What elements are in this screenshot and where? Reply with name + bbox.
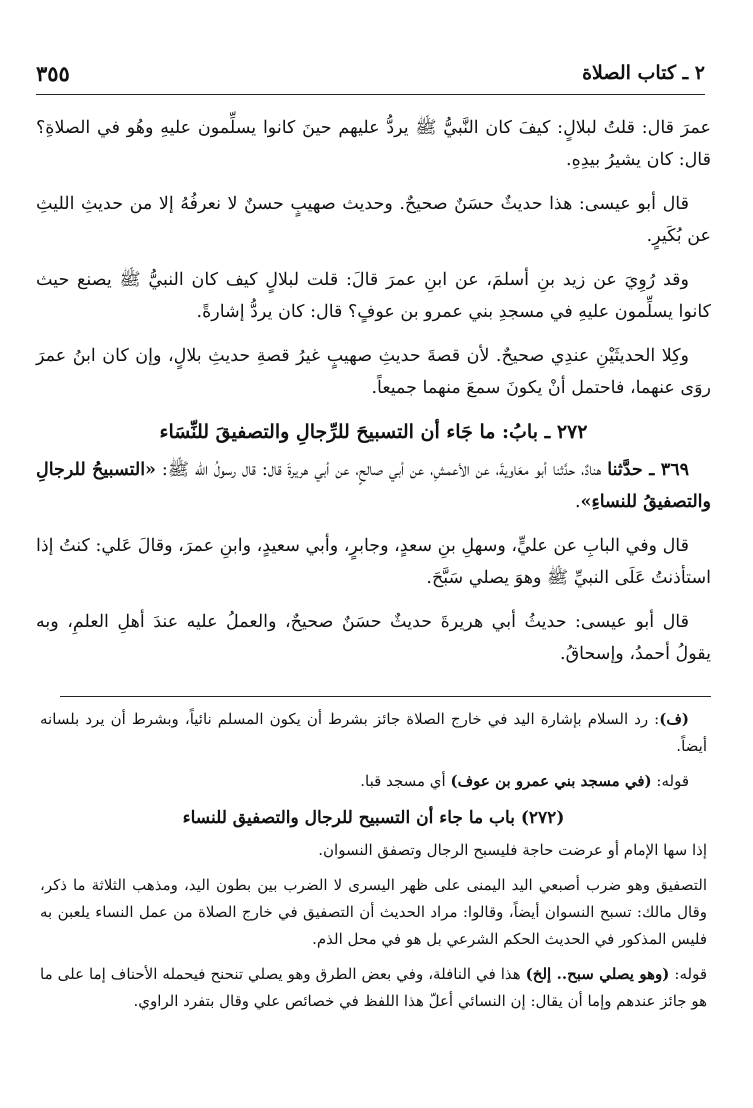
hadith-quote: «التسبيحُ للرجالِ والتصفيقُ للنساءِ» [36, 460, 711, 512]
hadith-number: ٣٦٩ ـ حدَّثنا [607, 460, 689, 480]
footnote-divider [60, 696, 711, 697]
footnote-2-text: أي مسجد قبا. [360, 772, 451, 790]
page-header [36, 58, 705, 95]
footnote-3: إذا سها الإمام أو عرضت حاجة فليسبح الرجال وتصفق النسوان. [318, 841, 707, 859]
paragraph-3: وقد رُوِيَ عن زيد بنِ أسلمَ، عن ابنِ عمرَ قالَ: قلت لبلالٍ كيف كان النبيُّ ﷺ يصنع حيث كانوا يسلِّمون عليهِ في مسجدِ بني عمرو بن عوفٍ؟ قال: كان يردُّ إشارةً. [36, 270, 711, 322]
footnotes [40, 706, 707, 1023]
footnote-2-bold: (في مسجد بني عمرو بن عوف) [450, 772, 652, 790]
chapter-title: ٢٧٢ ـ بابُ: ما جَاء أن التسبيحَ للرِّجالِ والتصفيقَ للنِّسَاء [159, 421, 588, 443]
paragraph-1: عمرَ قال: قلتُ لبلالٍ: كيفَ كان النَّبيُّ ﷺ يردُّ عليهم حينَ كانوا يسلِّمون عليهِ وهُو في الصلاةِ؟ قال: كان يشيرُ بيدِهِ. [36, 118, 711, 170]
footnote-1 [40, 706, 707, 760]
paragraph-2: قال أبو عيسى: هذا حديثٌ حسَنٌ صحيحٌ. وحديث صهيبٍ حسنٌ لا نعرفُهُ إلا من حديثِ الليثِ عن بُكَيرٍ. [36, 194, 711, 246]
footnote-5 [40, 961, 707, 1015]
hadith-text: هنادٌ، حدَّثنا أبو معَاويةَ، عن الأعمشِ، عن أبي صالحٍ، عن أبي هريرةَ قال: قال رسولُ الله ﷺ: [156, 460, 608, 480]
footnote-2 [40, 768, 707, 795]
page-number: ٣٥٥ [36, 60, 70, 86]
paragraph-6: قال أبو عيسى: حديثُ أبي هريرةَ حديثٌ حسَنٌ صحيحٌ، والعملُ عليه عندَ أهلِ العلمِ، وبه يقولُ أحمدُ، وإسحاقُ. [36, 612, 711, 664]
footnote-2-prefix: قوله: [651, 772, 689, 790]
main-text [36, 112, 711, 682]
footnote-5-text: هذا في النافلة، وفي بعض الطرق وهو يصلي تنحنح فيحمله الأحناف إما على ما هو جائز عندهم وإما أن يقال: إن النسائي أعلّ هذا اللفظ في خصائص علي وقال بتفرد الراوي. [40, 965, 707, 1010]
footnote-4: التصفيق وهو ضرب أصبعي اليد اليمنى على ظهر اليسرى لا الضرب بين بطون اليد، ومذهب الثلاثة ما ذكر، وقال مالك: تسبح النسوان أيضاً، وقالوا: مراد الحديث أن التصفيق في خارج الصلاة من عمل النساء يلعبن به فليس المذكور في الحديث الحكم الشرعي بل هو في محل الذم. [40, 876, 707, 948]
hadith-paragraph [36, 454, 711, 518]
footnote-5-bold: (وهو يصلي سبح.. إلخ) [525, 965, 670, 983]
paragraph-5: قال وفي البابِ عن عليٍّ، وسهلِ بنِ سعدٍ، وجابرٍ، وأبي سعيدٍ، وابنِ عمرَ، وقالَ عَلي: كنتُ إذا استأذنتُ عَلَى النبيِّ ﷺ وهوَ يصلي سَبَّحَ. [36, 536, 711, 588]
paragraph-4: وكِلا الحديثَيْنِ عندِي صحيحٌ. لأن قصةَ حديثِ صهيبٍ غيرُ قصةِ حديثِ بلالٍ، وإن كان ابنُ عمرَ روَى عنهما، فاحتمل أنْ يكونَ سمعَ منهما جميعاً. [36, 346, 711, 398]
footnote-1-text: : رد السلام بإشارة اليد في خارج الصلاة جائز بشرط أن يكون المسلم نائياً، وبشرط أن يرد بلسانه أيضاً. [40, 710, 707, 755]
footnote-5-prefix: قوله: [669, 965, 707, 983]
footnote-1-label: (ف) [659, 710, 689, 728]
running-head: ٢ ـ كتاب الصلاة [582, 62, 705, 84]
footnote-chapter-title: (٢٧٢) باب ما جاء أن التسبيح للرجال والتصفيق للنساء [182, 808, 565, 828]
hadith-end: . [574, 492, 581, 512]
